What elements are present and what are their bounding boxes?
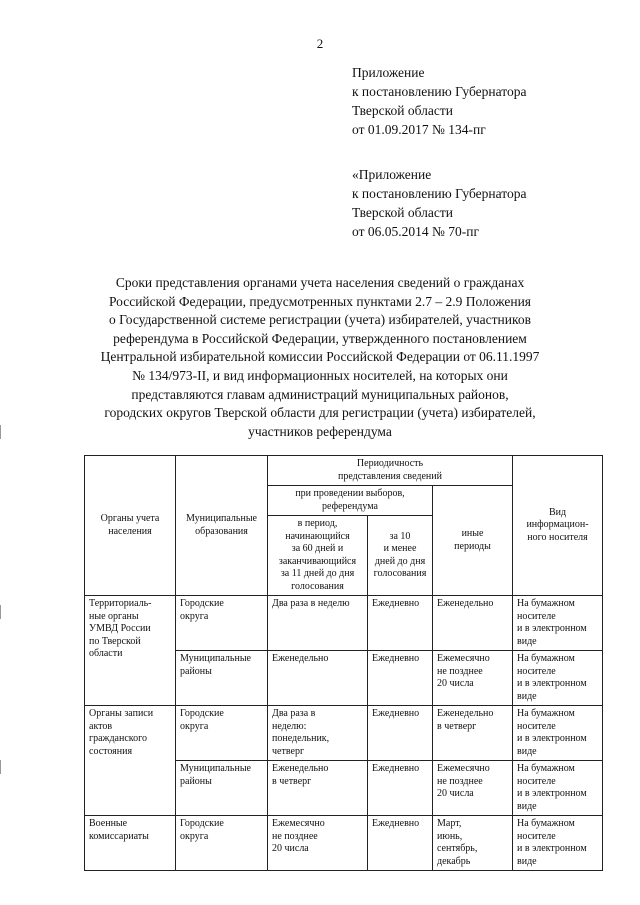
cell-line: 20 числа — [437, 788, 474, 799]
cell-line: периоды — [454, 540, 491, 552]
cell-ten-days — [368, 596, 433, 651]
cell-other — [433, 596, 513, 651]
cell-line: не позднее — [272, 830, 318, 842]
cell-line: комиссариаты — [89, 830, 149, 842]
title-line: № 134/973-II, и вид информационных носителей, на которых они — [132, 367, 508, 383]
cell-line: Территориаль- — [89, 598, 152, 609]
cell-period — [268, 816, 368, 871]
cell-line: носителе — [517, 830, 556, 842]
cell-line: Ежедневно — [372, 763, 420, 774]
cell-line: за 60 дней и — [291, 543, 344, 554]
cell-line: Органы учета — [100, 513, 160, 524]
cell-line: образования — [195, 525, 248, 537]
title-line: городских округов Тверской области для регистрации (учета) избирателей, — [104, 405, 536, 421]
cell-line: Ежедневно — [372, 653, 420, 664]
cell-municipal — [176, 596, 268, 651]
cell-line: референдума — [322, 500, 378, 512]
cell-line: Еженедельно — [437, 598, 494, 609]
cell-line: На бумажном — [517, 598, 575, 609]
cell-line: виде — [517, 635, 537, 647]
cell-line: иные — [461, 528, 484, 539]
cell-ten-days — [368, 706, 433, 761]
cell-municipal — [176, 651, 268, 706]
cell-line: дней до дня — [374, 555, 426, 567]
cell-line: июнь, — [437, 830, 463, 842]
scan-edge-mark — [0, 605, 1, 619]
cell-other — [433, 816, 513, 871]
cell-line: Периодичность — [356, 458, 424, 469]
cell-line: в четверг — [437, 720, 477, 732]
cell-line: округа — [180, 720, 209, 732]
cell-line: виде — [517, 745, 537, 757]
cell-line: в четверг — [272, 775, 312, 787]
cell-line: виде — [517, 690, 537, 702]
cell-line: 20 числа — [272, 843, 309, 854]
header-row — [85, 456, 603, 486]
cell-period — [268, 761, 368, 816]
title-line: Российской Федерации, предусмотренных пунктами 2.7 – 2.9 Положения — [108, 293, 532, 309]
cell-line: представления сведений — [338, 470, 442, 482]
cell-line: не позднее — [437, 775, 483, 787]
cell-line: голосования — [373, 568, 427, 579]
cell-line: за 11 дней до дня — [280, 568, 355, 579]
cell-organ — [85, 706, 176, 816]
title-line: Центральной избирательной комиссии Российской Федерации от 06.11.1997 — [100, 349, 540, 365]
cell-line: при проведении выборов, — [295, 488, 405, 499]
table-row — [85, 816, 603, 871]
cell-line: не позднее — [437, 665, 483, 677]
cell-line: Ежемесячно — [437, 653, 490, 664]
cell-line: носителе — [517, 610, 556, 622]
table-body — [85, 456, 603, 871]
cell-line: Ежемесячно — [272, 818, 325, 829]
cell-period — [268, 651, 368, 706]
cell-line: области — [89, 648, 123, 659]
cell-line: округа — [180, 830, 209, 842]
cell-line: Муниципальные — [186, 513, 257, 524]
annex-block-original — [352, 165, 526, 241]
cell-municipal — [176, 761, 268, 816]
cell-media — [513, 596, 603, 651]
cell-line: гражданского — [89, 733, 147, 744]
cell-period — [268, 596, 368, 651]
cell-line: ного носителя — [527, 531, 588, 543]
cell-line: состояния — [89, 745, 133, 757]
annex-line: Тверской области — [352, 103, 453, 118]
header-ten-days — [368, 516, 433, 596]
cell-line: по Тверской — [89, 635, 141, 647]
cell-line: Городские — [180, 818, 224, 829]
scan-edge-mark — [0, 760, 1, 774]
title-line: Сроки представления органами учета населения сведений о гражданах — [115, 275, 525, 290]
cell-line: четверг — [272, 745, 305, 757]
cell-line: и в электронном — [517, 733, 587, 744]
cell-line: округа — [180, 610, 209, 622]
annex-block-current — [352, 63, 526, 139]
cell-line: за 10 — [389, 530, 411, 542]
cell-line: и в электронном — [517, 678, 587, 689]
cell-line: Ежедневно — [372, 708, 420, 719]
cell-line: Вид — [548, 506, 567, 518]
cell-line: Муниципальные — [180, 763, 251, 774]
annex-line: Тверской области — [352, 205, 453, 220]
header-period-60-11 — [268, 516, 368, 596]
annex-line: от 06.05.2014 № 70-пг — [352, 224, 479, 239]
cell-line: Еженедельно — [437, 708, 494, 719]
cell-line: и в электронном — [517, 788, 587, 799]
cell-other — [433, 706, 513, 761]
table-row — [85, 596, 603, 651]
annex-line: от 01.09.2017 № 134-пг — [352, 122, 486, 137]
cell-line: информацион- — [526, 519, 589, 531]
header-other-periods — [433, 486, 513, 596]
cell-line: виде — [517, 855, 537, 867]
cell-line: На бумажном — [517, 708, 575, 719]
cell-other — [433, 651, 513, 706]
cell-media — [513, 761, 603, 816]
cell-organ — [85, 596, 176, 706]
cell-media — [513, 651, 603, 706]
annex-line: к постановлению Губернатора — [352, 84, 527, 99]
cell-line: носителе — [517, 775, 556, 787]
header-periodicity — [268, 456, 513, 486]
cell-line: неделю: — [272, 720, 307, 732]
scan-edge-mark — [0, 425, 1, 439]
title-line: представляются главам администраций муниципальных районов, — [131, 386, 509, 402]
cell-line: заканчивающийся — [278, 555, 357, 567]
cell-period — [268, 706, 368, 761]
cell-line: ные органы — [89, 610, 139, 622]
cell-line: 20 числа — [437, 678, 474, 689]
cell-line: актов — [89, 720, 113, 732]
table-row — [85, 706, 603, 761]
cell-municipal — [176, 816, 268, 871]
cell-ten-days — [368, 651, 433, 706]
cell-organ — [85, 816, 176, 871]
cell-municipal — [176, 706, 268, 761]
cell-line: Март, — [437, 818, 462, 829]
cell-line: Ежемесячно — [437, 763, 490, 774]
cell-line: начинающийся — [285, 530, 350, 542]
cell-media — [513, 706, 603, 761]
cell-line: Городские — [180, 708, 224, 719]
header-organs — [85, 456, 176, 596]
data-table — [84, 455, 603, 871]
cell-line: На бумажном — [517, 763, 575, 774]
cell-line: УМВД России — [89, 623, 151, 634]
title-line: о Государственной системе регистрации (учета) избирателей, участников — [109, 312, 531, 328]
cell-line: носителе — [517, 720, 556, 732]
cell-line: и в электронном — [517, 843, 587, 854]
cell-line: Ежедневно — [372, 818, 420, 829]
cell-line: Городские — [180, 598, 224, 609]
annex-line: «Приложение — [352, 167, 432, 182]
cell-line: носителе — [517, 665, 556, 677]
cell-line: декабрь — [437, 855, 471, 867]
header-media — [513, 456, 603, 596]
page-number: 2 — [316, 36, 324, 51]
cell-line: Два раза в — [272, 708, 316, 719]
cell-line: Военные — [89, 818, 128, 829]
cell-other — [433, 761, 513, 816]
header-during-elections — [268, 486, 433, 516]
cell-line: голосования — [291, 580, 344, 592]
cell-line: понедельник, — [272, 733, 330, 744]
cell-line: Еженедельно — [272, 763, 329, 774]
annex-line: к постановлению Губернатора — [352, 186, 527, 201]
document-title — [70, 274, 570, 441]
cell-line: На бумажном — [517, 653, 575, 664]
cell-line: в период, — [297, 518, 338, 529]
cell-line: Два раза в неделю — [272, 598, 350, 609]
header-municipal — [176, 456, 268, 596]
title-line: участников референдума — [248, 423, 392, 439]
cell-line: Ежедневно — [372, 598, 420, 609]
annex-line: Приложение — [352, 65, 425, 80]
title-line: референдума в Российской Федерации, утвержденного постановлением — [113, 330, 527, 346]
cell-media — [513, 816, 603, 871]
cell-ten-days — [368, 761, 433, 816]
cell-ten-days — [368, 816, 433, 871]
cell-line: населения — [108, 525, 152, 537]
cell-line: виде — [517, 800, 537, 812]
cell-line: районы — [180, 665, 212, 677]
cell-line: и в электронном — [517, 623, 587, 634]
cell-line: Муниципальные — [180, 653, 251, 664]
cell-line: и менее — [383, 543, 417, 554]
cell-line: На бумажном — [517, 818, 575, 829]
cell-line: Еженедельно — [272, 653, 329, 664]
cell-line: сентябрь, — [437, 843, 478, 854]
cell-line: Органы записи — [89, 708, 154, 719]
cell-line: районы — [180, 775, 212, 787]
